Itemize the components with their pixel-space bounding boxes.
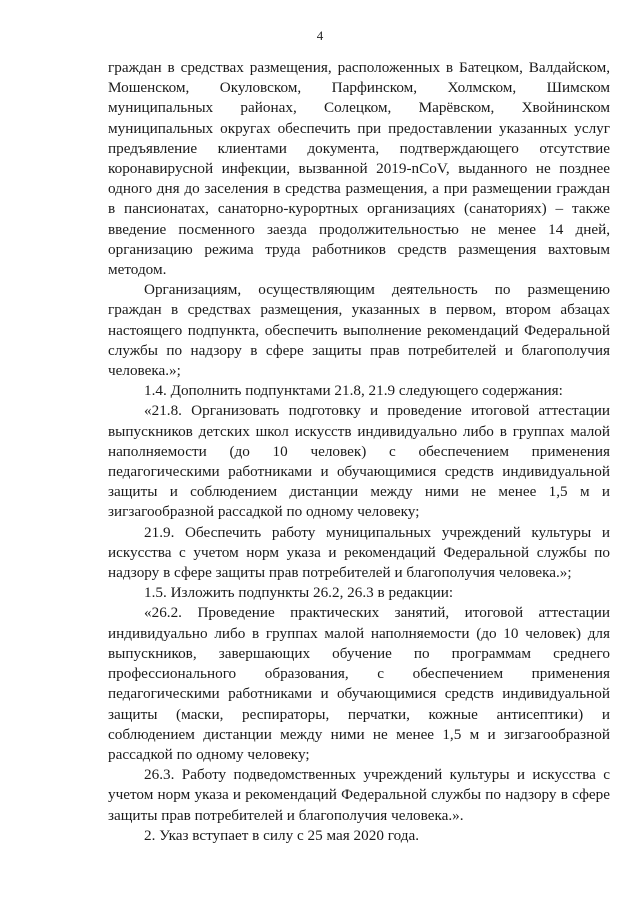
paragraph-item-1-4: 1.4. Дополнить подпунктами 21.8, 21.9 следующего содержания:	[144, 382, 563, 400]
paragraph-item-21-9: 21.9. Обеспечить работу муниципальных учреждений культуры и искусства с учетом норм указа и рекомендаций Федеральной службы по надзору в сфере защиты прав потребителей и благополучия человека.»;	[108, 523, 610, 582]
page-number: 4	[316, 28, 324, 43]
paragraph-item-2: 2. Указ вступает в силу с 25 мая 2020 года.	[144, 826, 419, 844]
paragraph-item-26-2: «26.2. Проведение практических занятий, итоговой аттестации индивидуально либо в группах малой наполняемости (до 10 человек) для выпускников, завершающих обучение по программам среднего профессионального образования, с обеспечением применения педагогическими работниками и обучающимися средств индивидуальной защиты (маски, респираторы, перчатки, кожные антисептики) и соблюдением дистанции между ними не менее 1,5 м и зигзагообразной рассадкой по одному человеку;	[108, 604, 610, 763]
paragraph-item-21-8: «21.8. Организовать подготовку и проведение итоговой аттестации выпускников детских школ искусств индивидуально либо в группах малой наполняемости (до 10 человек) с обеспечением применения педагогическими работниками и обучающимися средств индивидуальной защиты и соблюдением дистанции между ними не менее 1,5 м и зигзагообразной рассадкой по одному человеку;	[108, 402, 610, 521]
document-body	[108, 58, 610, 846]
paragraph-item-1-5: 1.5. Изложить подпункты 26.2, 26.3 в редакции:	[144, 584, 454, 602]
paragraph-continuation: граждан в средствах размещения, расположенных в Батецком, Валдайском, Мошенском, Окуловском, Парфинском, Холмском, Шимском муниципальных районах, Солецком, Марёвском, Хвойнинском муниципальных округах обеспечить при предоставлении указанных услуг предъявление клиентами документа, подтверждающего отсутствие коронавирусной инфекции, вызванной 2019-nCoV, выданного не позднее одного дня до заселения в средства размещения, а при размещении граждан в пансионатах, санаторно-курортных организациях (санаториях) – также введение посменного заезда продолжительностью не менее 14 дней, организацию режима труда работников средств размещения вахтовым методом.	[108, 59, 610, 279]
paragraph-organizations: Организациям, осуществляющим деятельность по размещению граждан в средствах размещения, указанных в первом, втором абзацах настоящего подпункта, обеспечить выполнение рекомендаций Федеральной службы по надзору в сфере защиты прав потребителей и благополучия человека.»;	[108, 281, 610, 380]
paragraph-item-26-3: 26.3. Работу подведомственных учреждений культуры и искусства с учетом норм указа и рекомендаций Федеральной службы по надзору в сфере защиты прав потребителей и благополучия человека.».	[108, 766, 610, 824]
